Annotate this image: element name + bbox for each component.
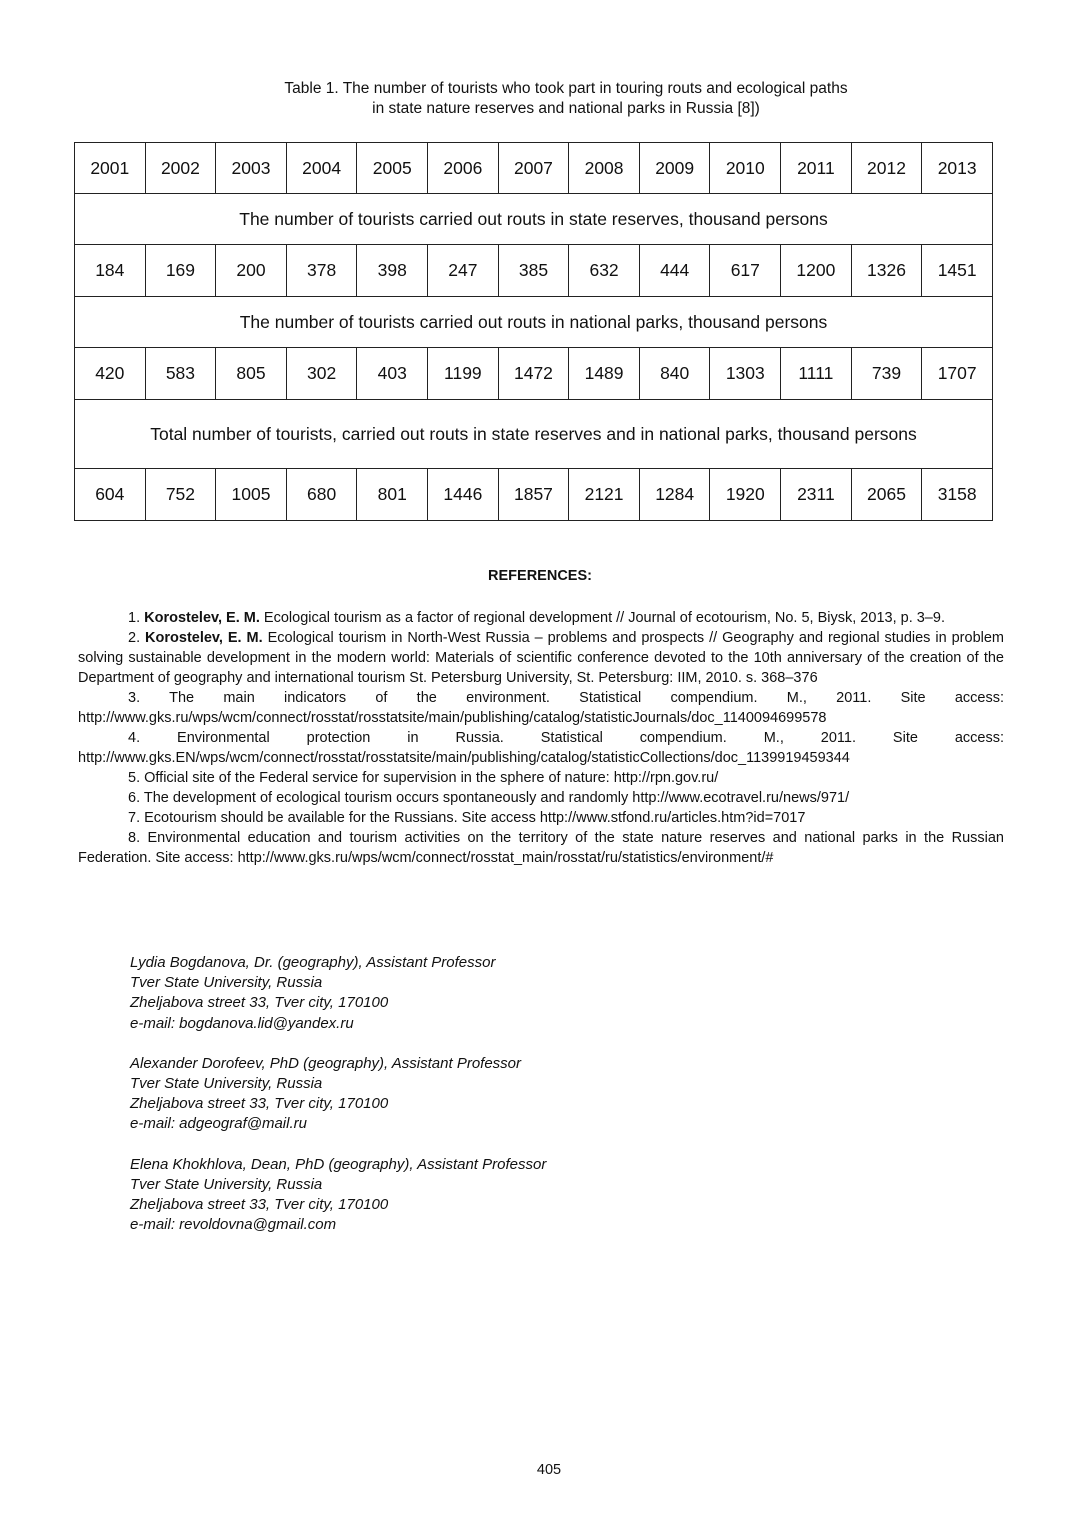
page-number: 405 (536, 1462, 562, 1478)
value-cell: 1489 (569, 348, 640, 400)
value-cell: 752 (145, 469, 216, 521)
value-cell: 739 (851, 348, 922, 400)
author-email: e-mail: adgeograf@mail.ru (130, 1115, 307, 1133)
parks-values-row (75, 348, 993, 400)
value-cell: 200 (216, 245, 287, 297)
section-title-parks: The number of tourists carried out routs in national parks, thousand persons (75, 297, 993, 348)
year-cell: 2011 (781, 143, 852, 194)
reference-item: 7. Ecotourism should be available for the Russians. Site access http://www.stfond.ru/articles.htm?id=7017 (128, 810, 806, 826)
author-email: e-mail: revoldovna@gmail.com (130, 1216, 337, 1234)
year-cell: 2002 (145, 143, 216, 194)
author-list (130, 953, 830, 1255)
value-cell: 604 (75, 469, 146, 521)
value-cell: 378 (286, 245, 357, 297)
reference-item: 4. Environmental protection in Russia. Statistical compendium. M., 2011. Site access: http://www.gks.EN/wps/wcm/connect/rosstat/rosstatsite/main/publishing/catalog/statisticCollections/doc_1139919459344 (78, 730, 1004, 766)
value-cell: 840 (639, 348, 710, 400)
references-heading: REFERENCES: (488, 568, 592, 584)
author-block (130, 1155, 830, 1236)
author-affiliation: Tver State University, Russia (130, 1175, 323, 1193)
value-cell: 583 (145, 348, 216, 400)
value-cell: 617 (710, 245, 781, 297)
value-cell: 1303 (710, 348, 781, 400)
author-name: Alexander Dorofeev, PhD (geography), Assistant Professor (130, 1054, 522, 1072)
value-cell: 1284 (639, 469, 710, 521)
section-title-row (75, 400, 993, 469)
author-address: Zheljabova street 33, Tver city, 170100 (130, 994, 389, 1012)
value-cell: 420 (75, 348, 146, 400)
section-title-reserves: The number of tourists carried out routs in state reserves, thousand persons (75, 194, 993, 245)
value-cell: 632 (569, 245, 640, 297)
reference-item: 3. The main indicators of the environment. Statistical compendium. M., 2011. Site access: http://www.gks.ru/wps/wcm/connect/rosstat/rosstatsite/main/publishing/catalog/statisticJournals/doc_1140094699578 (78, 690, 1004, 726)
year-cell: 2006 (428, 143, 499, 194)
author-affiliation: Tver State University, Russia (130, 1075, 323, 1093)
section-title-row (75, 194, 993, 245)
value-cell: 1857 (498, 469, 569, 521)
table-caption (0, 79, 1080, 119)
reference-item: 5. Official site of the Federal service for supervision in the sphere of nature: http://rpn.gov.ru/ (128, 770, 719, 786)
author-block (130, 953, 830, 1034)
value-cell: 3158 (922, 469, 993, 521)
year-cell: 2004 (286, 143, 357, 194)
value-cell: 1472 (498, 348, 569, 400)
value-cell: 680 (286, 469, 357, 521)
years-row (75, 143, 993, 194)
tourist-table (74, 142, 993, 521)
value-cell: 184 (75, 245, 146, 297)
year-cell: 2010 (710, 143, 781, 194)
section-title-total: Total number of tourists, carried out routs in state reserves and in national parks, thousand persons (75, 400, 993, 469)
author-name: Lydia Bogdanova, Dr. (geography), Assistant Professor (130, 954, 496, 971)
value-cell: 1920 (710, 469, 781, 521)
author-address: Zheljabova street 33, Tver city, 170100 (130, 1196, 389, 1214)
author-email: e-mail: bogdanova.lid@yandex.ru (130, 1014, 354, 1032)
year-cell: 2007 (498, 143, 569, 194)
value-cell: 385 (498, 245, 569, 297)
year-cell: 2003 (216, 143, 287, 194)
value-cell: 398 (357, 245, 428, 297)
year-cell: 2012 (851, 143, 922, 194)
value-cell: 1326 (851, 245, 922, 297)
reference-item: 1. Korostelev, E. M. Ecological tourism as a factor of regional development // Journal of ecotourism, No. 5, Biysk, 2013, p. 3–9. (128, 610, 945, 626)
value-cell: 1005 (216, 469, 287, 521)
reference-item: 2. Korostelev, E. M. Ecological tourism in North-West Russia – problems and prospects // Geography and regional studies in problem solving sustainable development in the modern world: Materials of scientific conference devoted to the 10th anniversary of the creation of the Department of geography and international tourism St. Petersburg University, St. Petersburg: IIM, 2010. s. 368–376 (78, 630, 1004, 686)
year-cell: 2013 (922, 143, 993, 194)
value-cell: 801 (357, 469, 428, 521)
value-cell: 247 (428, 245, 499, 297)
reference-item: 8. Environmental education and tourism activities on the territory of the state nature reserves and national parks in the Russian Federation. Site access: http://www.gks.ru/wps/wcm/connect/rosstat_main/rosstat/ru/statistics/environment/# (78, 830, 1004, 866)
value-cell: 2311 (781, 469, 852, 521)
author-affiliation: Tver State University, Russia (130, 974, 323, 992)
references-list (78, 608, 1004, 868)
year-cell: 2001 (75, 143, 146, 194)
year-cell: 2005 (357, 143, 428, 194)
value-cell: 302 (286, 348, 357, 400)
value-cell: 1451 (922, 245, 993, 297)
value-cell: 444 (639, 245, 710, 297)
total-values-row (75, 469, 993, 521)
reserves-values-row (75, 245, 993, 297)
section-title-row (75, 297, 993, 348)
value-cell: 1707 (922, 348, 993, 400)
value-cell: 805 (216, 348, 287, 400)
year-cell: 2009 (639, 143, 710, 194)
author-address: Zheljabova street 33, Tver city, 170100 (130, 1095, 389, 1113)
value-cell: 2065 (851, 469, 922, 521)
caption-line-2: in state nature reserves and national parks in Russia [8]) (372, 100, 760, 117)
value-cell: 169 (145, 245, 216, 297)
value-cell: 1111 (781, 348, 852, 400)
caption-line-1: Table 1. The number of tourists who took part in touring routs and ecological paths (284, 80, 848, 97)
value-cell: 2121 (569, 469, 640, 521)
author-name: Elena Khokhlova, Dean, PhD (geography), Assistant Professor (130, 1155, 547, 1173)
author-block (130, 1054, 830, 1135)
reference-item: 6. The development of ecological tourism occurs spontaneously and randomly http://www.ecotravel.ru/news/971/ (128, 790, 850, 806)
year-cell: 2008 (569, 143, 640, 194)
value-cell: 1446 (428, 469, 499, 521)
value-cell: 1199 (428, 348, 499, 400)
value-cell: 403 (357, 348, 428, 400)
value-cell: 1200 (781, 245, 852, 297)
